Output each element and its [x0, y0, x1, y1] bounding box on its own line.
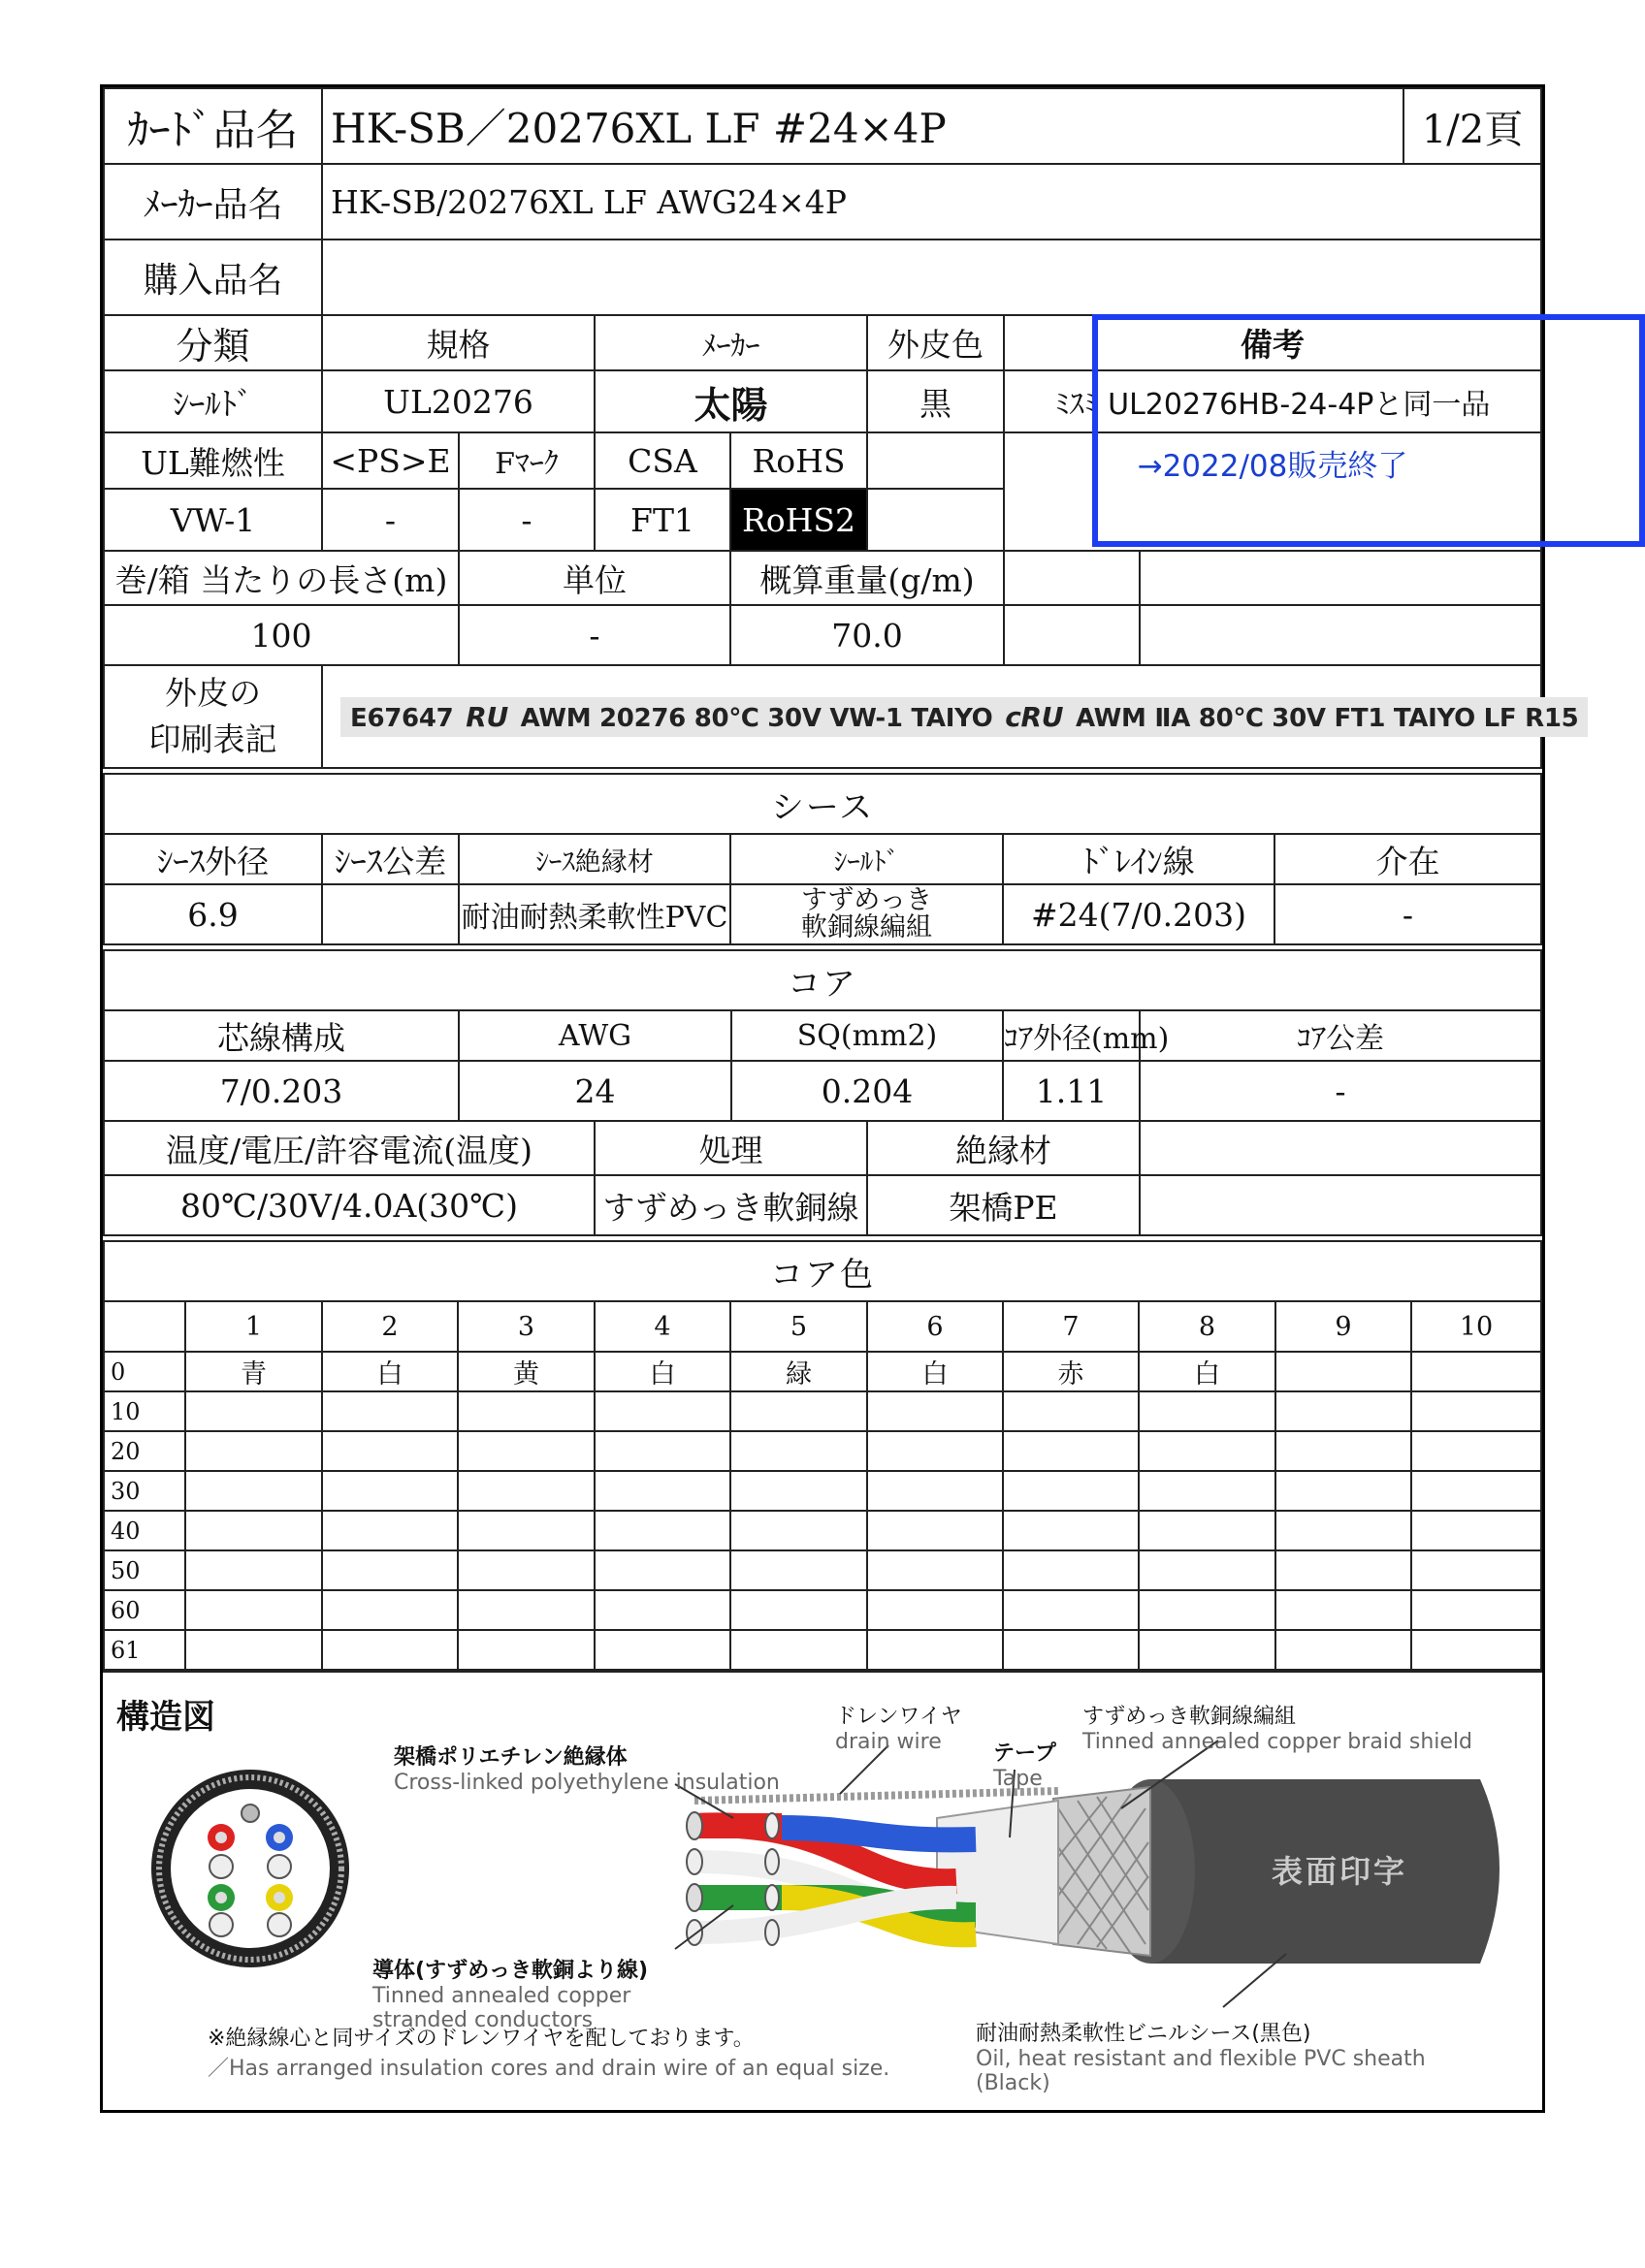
core-color-cell [730, 1431, 867, 1471]
core-color-cell [730, 1511, 867, 1550]
core-color-cell [1139, 1511, 1275, 1550]
printing-label-line1: 外皮の [165, 674, 261, 712]
conductor-caption-en2: stranded conductors [372, 2008, 594, 2032]
maker-table [103, 163, 1542, 316]
temp-value: 80℃/30V/4.0A(30℃) [104, 1175, 595, 1235]
filler-header: 介在 [1274, 834, 1541, 884]
core-color-cell [595, 1431, 730, 1471]
blank-cell [1004, 605, 1140, 665]
spec-sheet [100, 84, 1579, 2113]
shield-value-line1: すずめっき [801, 885, 932, 915]
sq-header: SQ(mm2) [731, 1010, 1003, 1061]
core-color-cell [1411, 1590, 1541, 1630]
core-color-cell [1411, 1431, 1541, 1471]
unit-label: 単位 [459, 551, 730, 605]
length-value: 100 [104, 605, 459, 665]
cross-section-icon [151, 1770, 349, 1967]
core-table [103, 949, 1542, 1236]
core-color-cell [867, 1391, 1003, 1431]
pse-label: <PS>E [322, 432, 459, 489]
core-color-cell [867, 1590, 1003, 1630]
core-color-row-label: 40 [104, 1511, 185, 1550]
core-color-header-row [104, 1301, 1541, 1352]
cul-mark-icon: cRU [1005, 700, 1064, 733]
treat-value: すずめっき軟銅線 [595, 1175, 867, 1235]
core-color-cell [1275, 1590, 1411, 1630]
core-color-cell [867, 1471, 1003, 1511]
sheath-printing-band [340, 697, 1588, 737]
csa-value: FT1 [595, 489, 730, 551]
core-color-cell [1275, 1431, 1411, 1471]
table-row [104, 1352, 1541, 1391]
insulation-caption-jp: 架橋ポリエチレン絶縁体 [394, 1745, 628, 1770]
maker-header: ﾒｰｶｰ [595, 315, 867, 370]
core-color-cell [322, 1550, 458, 1590]
core-color-cell [1003, 1630, 1139, 1670]
core-color-cell [1411, 1471, 1541, 1511]
core-color-cell [458, 1590, 595, 1630]
sheath-caption-en1: Oil, heat resistant and flexible PVC sheath [976, 2047, 1426, 2071]
core-color-col-header: 1 [185, 1301, 322, 1352]
core-color-cell [595, 1550, 730, 1590]
core-color-cell [867, 1630, 1003, 1670]
core-color-cell [595, 1471, 730, 1511]
core-color-row-label: 0 [104, 1352, 185, 1391]
sheath-ins-value: 耐油耐熱柔軟性PVC [459, 884, 730, 944]
core-color-grid [104, 1301, 1541, 1670]
core-color-title: コア色 [104, 1241, 1541, 1301]
core-color-cell [1139, 1391, 1275, 1431]
core-color-cell [1275, 1550, 1411, 1590]
core-color-row-label: 10 [104, 1391, 185, 1431]
core-color-cell: 緑 [730, 1352, 867, 1391]
conductor-caption [372, 1954, 648, 2032]
blank-cell [1140, 605, 1541, 665]
core-color-cell [1275, 1511, 1411, 1550]
core-color-cell [322, 1630, 458, 1670]
core-color-cell [322, 1471, 458, 1511]
core-color-cell [595, 1630, 730, 1670]
strand-header: 芯線構成 [104, 1010, 459, 1061]
insulation-caption [394, 1741, 780, 1795]
sheath-od-value: 6.9 [104, 884, 322, 944]
core-color-col-header: 10 [1411, 1301, 1541, 1352]
sheath-tol-header: ｼｰｽ公差 [322, 834, 459, 884]
pse-value: - [322, 489, 459, 551]
core-color-cell [458, 1511, 595, 1550]
core-color-cell [1139, 1471, 1275, 1511]
core-ins-header: 絶縁材 [867, 1121, 1140, 1175]
core-color-cell [1003, 1550, 1139, 1590]
core-color-cell [1411, 1352, 1541, 1391]
structure-note-jp: ※絶縁線心と同サイズのドレンワイヤを配しております。 [208, 2027, 755, 2051]
tape-caption-jp: テープ [993, 1741, 1056, 1766]
filler-value: - [1274, 884, 1541, 944]
core-color-cell [1275, 1471, 1411, 1511]
core-color-cell: 白 [1139, 1352, 1275, 1391]
core-color-cell: 黄 [458, 1352, 595, 1391]
core-color-cell [185, 1550, 322, 1590]
page-number: 1/2頁 [1403, 88, 1541, 164]
standard-header: 規格 [322, 315, 595, 370]
fmark-value: - [459, 489, 595, 551]
strand-value: 7/0.203 [104, 1061, 459, 1121]
core-color-cell [185, 1630, 322, 1670]
sheath-table [103, 773, 1542, 945]
print-text-c: AWM ⅡA 80℃ 30V FT1 TAIYO LF R15 [1076, 703, 1579, 733]
rohs-label: RoHS [730, 432, 867, 489]
core-color-cell [1139, 1590, 1275, 1630]
insulation-caption-en: Cross-linked polyethylene insulation [394, 1771, 780, 1795]
drain-caption-en: drain wire [835, 1730, 942, 1754]
corner-cell [104, 1301, 185, 1352]
core-color-cell [1139, 1550, 1275, 1590]
core-color-row-label: 61 [104, 1630, 185, 1670]
table-row [104, 1471, 1541, 1511]
core-title: コア [104, 950, 1541, 1010]
classification-header: 分類 [104, 315, 322, 370]
sheath-od-header: ｼｰｽ外径 [104, 834, 322, 884]
core-color-col-header: 9 [1275, 1301, 1411, 1352]
weight-value: 70.0 [730, 605, 1004, 665]
structure-note [208, 2022, 889, 2082]
awg-value: 24 [459, 1061, 731, 1121]
core-color-cell: 白 [322, 1352, 458, 1391]
core-color-cell [458, 1630, 595, 1670]
maker-name-label: ﾒｰｶｰ品名 [104, 164, 322, 240]
core-color-cell [322, 1391, 458, 1431]
core-color-cell [595, 1391, 730, 1431]
ul-mark-icon: RU [466, 700, 508, 733]
printing-label-line2: 印刷表記 [148, 720, 277, 758]
core-color-cell [867, 1511, 1003, 1550]
core-color-cell [1275, 1391, 1411, 1431]
core-tol-header: ｺｱ公差 [1140, 1010, 1541, 1061]
core-color-cell [867, 1550, 1003, 1590]
remarks-line2: →2022/08販売終了 [1004, 432, 1541, 551]
blank-cell [1140, 551, 1541, 605]
core-color-cell [185, 1431, 322, 1471]
core-color-table [103, 1240, 1542, 1671]
core-color-cell [1139, 1431, 1275, 1471]
printing-label [104, 665, 322, 768]
core-color-cell: 赤 [1003, 1352, 1139, 1391]
drain-value: #24(7/0.203) [1003, 884, 1274, 944]
shield-value [730, 884, 1003, 944]
sheath-title: シース [104, 774, 1541, 834]
core-color-cell [185, 1471, 322, 1511]
table-row [104, 1511, 1541, 1550]
core-color-cell [458, 1471, 595, 1511]
core-color-cell [185, 1590, 322, 1630]
core-color-cell [322, 1431, 458, 1471]
core-color-col-header: 2 [322, 1301, 458, 1352]
remarks-line1: ﾐｽﾐ UL20276HB-24-4Pと同一品 [1004, 370, 1541, 432]
core-color-row-label: 30 [104, 1471, 185, 1511]
core-color-col-header: 5 [730, 1301, 867, 1352]
tape-caption-en: Tape [993, 1767, 1043, 1791]
drain-header: ﾄﾞﾚｲﾝ線 [1003, 834, 1274, 884]
print-text-b: AWM 20276 80℃ 30V VW-1 TAIYO [520, 703, 993, 733]
structure-title: 構造図 [116, 1698, 215, 1737]
core-color-row-label: 20 [104, 1431, 185, 1471]
flame-label: UL難燃性 [104, 432, 322, 489]
sq-value: 0.204 [731, 1061, 1003, 1121]
core-color-cell [730, 1630, 867, 1670]
card-name-label: ｶｰﾄﾞ品名 [104, 88, 322, 164]
core-od-value: 1.11 [1003, 1061, 1140, 1121]
braid-caption-jp: すずめっき軟銅線編組 [1082, 1705, 1297, 1729]
length-label: 巻/箱 当たりの長さ(m) [104, 551, 459, 605]
blank-cell [867, 489, 1004, 551]
table-row [104, 1431, 1541, 1471]
blank-cell [1140, 1175, 1541, 1235]
structure-section [103, 1671, 1542, 2105]
core-color-cell: 白 [595, 1352, 730, 1391]
core-color-cell [595, 1511, 730, 1550]
core-color-col-header: 7 [1003, 1301, 1139, 1352]
remarks-header: 備考 [1004, 315, 1541, 370]
core-color-cell [1411, 1391, 1541, 1431]
sheath-caption-en2: (Black) [976, 2071, 1050, 2095]
core-color-cell [185, 1391, 322, 1431]
core-color-cell [458, 1391, 595, 1431]
standard-value: UL20276 [322, 370, 595, 432]
sheath-color-header: 外皮色 [867, 315, 1004, 370]
core-color-cell [1003, 1431, 1139, 1471]
classification-value: ｼｰﾙﾄﾞ [104, 370, 322, 432]
structure-note-en: ／Has arranged insulation cores and drain wire of an equal size. [208, 2057, 890, 2081]
core-color-cell [185, 1511, 322, 1550]
core-color-col-header: 4 [595, 1301, 730, 1352]
temp-header: 温度/電圧/許容電流(温度) [104, 1121, 595, 1175]
sheath-tol-value [322, 884, 459, 944]
core-color-cell [730, 1391, 867, 1431]
core-color-cell [1411, 1550, 1541, 1590]
blank-cell [867, 432, 1004, 489]
conductor-caption-jp: 導体(すずめっき軟銅より線) [372, 1959, 649, 1983]
card-name-value: HK-SB／20276XL LF #24×4P [322, 88, 1403, 164]
print-text-a: E67647 [350, 703, 454, 733]
spec-table [103, 314, 1579, 769]
braid-caption-en: Tinned annealed copper braid shield [1082, 1730, 1472, 1754]
core-color-cell [1275, 1630, 1411, 1670]
core-color-row-label: 50 [104, 1550, 185, 1590]
shield-header: ｼｰﾙﾄﾞ [730, 834, 1003, 884]
tape-caption [993, 1737, 1056, 1791]
core-color-cell [730, 1471, 867, 1511]
core-color-cell: 白 [867, 1352, 1003, 1391]
drain-caption [835, 1700, 962, 1754]
fmark-label: Fﾏｰｸ [459, 432, 595, 489]
core-color-cell [1003, 1391, 1139, 1431]
core-color-cell [322, 1511, 458, 1550]
core-color-cell: 青 [185, 1352, 322, 1391]
core-color-cell [322, 1590, 458, 1630]
blank-cell [1004, 551, 1140, 605]
table-row [104, 1630, 1541, 1670]
core-color-cell [730, 1550, 867, 1590]
drain-caption-jp: ドレンワイヤ [835, 1705, 962, 1729]
core-color-col-header: 3 [458, 1301, 595, 1352]
printing-value [322, 665, 1579, 768]
table-row [104, 1590, 1541, 1630]
treat-header: 処理 [595, 1121, 867, 1175]
flame-value: VW-1 [104, 489, 322, 551]
core-color-cell [1003, 1471, 1139, 1511]
core-color-cell [1003, 1590, 1139, 1630]
core-color-col-header: 6 [867, 1301, 1003, 1352]
core-color-col-header: 8 [1139, 1301, 1275, 1352]
core-color-row-label: 60 [104, 1590, 185, 1630]
awg-header: AWG [459, 1010, 731, 1061]
core-color-cell [1411, 1630, 1541, 1670]
core-ins-value: 架橋PE [867, 1175, 1140, 1235]
core-color-cell [458, 1431, 595, 1471]
core-color-cell [1139, 1630, 1275, 1670]
purchase-name-label: 購入品名 [104, 240, 322, 315]
core-color-cell [458, 1550, 595, 1590]
core-od-header: ｺｱ外径(mm) [1003, 1010, 1140, 1061]
core-color-cell [867, 1431, 1003, 1471]
maker-value: 太陽 [595, 370, 867, 432]
sheath-ins-header: ｼｰｽ絶縁材 [459, 834, 730, 884]
core-color-cell [1003, 1511, 1139, 1550]
shield-value-line2: 軟銅線編組 [801, 912, 932, 942]
rohs-value: RoHS2 [730, 489, 867, 551]
conductor-caption-en1: Tinned annealed copper [372, 1984, 631, 2008]
braid-caption [1082, 1700, 1472, 1754]
purchase-name-value [322, 240, 1541, 315]
sheath-color-value: 黒 [867, 370, 1004, 432]
header-table [103, 87, 1542, 165]
blank-cell [1140, 1121, 1541, 1175]
maker-name-value: HK-SB/20276XL LF AWG24×4P [322, 164, 1541, 240]
unit-value: - [459, 605, 730, 665]
core-tol-value: - [1140, 1061, 1541, 1121]
csa-label: CSA [595, 432, 730, 489]
core-color-cell [1411, 1511, 1541, 1550]
core-color-cell [730, 1590, 867, 1630]
surface-print-label: 表面印字 [1272, 1853, 1408, 1890]
core-color-cell [595, 1590, 730, 1630]
core-color-cell [1275, 1352, 1411, 1391]
table-row [104, 1391, 1541, 1431]
sheath-caption-jp: 耐油耐熱柔軟性ビニルシース(黒色) [976, 2022, 1311, 2046]
table-row [104, 1550, 1541, 1590]
sheath-caption [976, 2017, 1426, 2095]
weight-label: 概算重量(g/m) [730, 551, 1004, 605]
